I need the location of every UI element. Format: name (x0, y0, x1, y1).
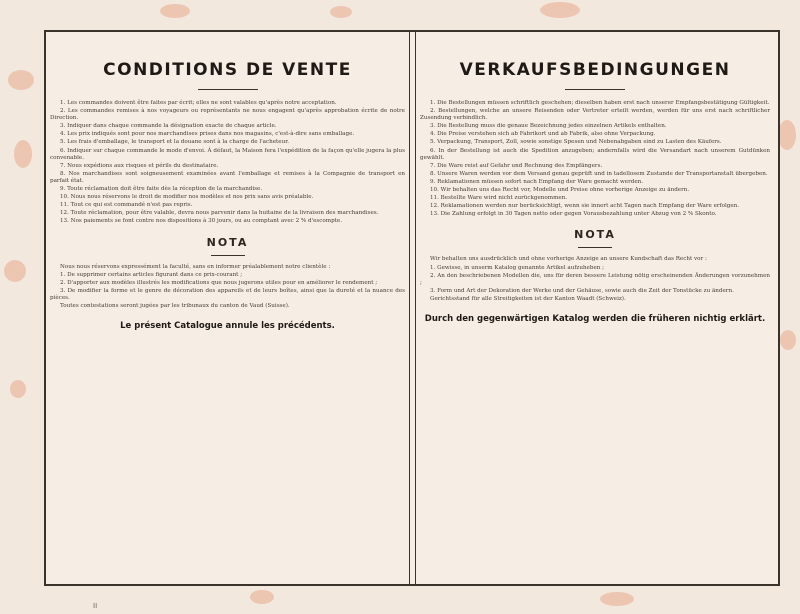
german-nota-heading: NOTA (574, 228, 616, 242)
clause: 5. Verpackung, Transport, Zoll, sowie sonstige Spesen und Nebenabgaben sind zu Lasten des Käufers. (430, 139, 722, 146)
french-clauses (50, 100, 405, 226)
stain (778, 120, 796, 150)
clause: 6. Indiquer sur chaque commande le mode d'envoi. À défaut, la Maison fera l'expédition de la façon qu'elle jugera la plus convenable. (50, 147, 405, 161)
clause: 4. Les prix indiqués sont pour nos marchandises prises dans nos magasins, c'est-à-dire sans emballage. (60, 131, 355, 138)
german-title: VERKAUFSBEDINGUNGEN (459, 60, 731, 80)
stain (780, 330, 796, 350)
clause: 12. Toute réclamation, pour être valable, devra nous parvenir dans la huitaine de la livraison des marchandises. (60, 210, 379, 217)
note: Nous nous réservons expressément la faculté, sans en informer préalablement notre clientèle : (60, 263, 331, 270)
nota-rule (578, 247, 612, 248)
clause: 6. In der Bestellung ist auch die Spedition anzugeben; andernfalls wird die Versandart nach unserem Gutdünken gewählt. (420, 147, 770, 161)
french-nota-heading: NOTA (206, 235, 249, 249)
clause: 13. Nos paiements se font contre nos dispositions à 30 jours, ou au comptant avec 2 % d'escompte. (60, 218, 343, 225)
nota-rule (211, 255, 245, 256)
title-rule (198, 89, 258, 90)
clause: 10. Wir behalten uns das Recht vor, Modelle und Preise ohne vorherige Anzeige zu ändern. (430, 187, 690, 194)
french-title: CONDITIONS DE VENTE (103, 60, 352, 80)
french-closing: Le présent Catalogue annule les précédents. (120, 321, 335, 332)
clause: 2. Les commandes remises à nos voyageurs ou représentants ne nous engagent qu'après approbation écrite de notre Direction. (50, 108, 405, 122)
clause: 1. Die Bestellungen müssen schriftlich geschehen; dieselben haben erst nach unserer Empfangsbestätigung Gültigkeit. (430, 100, 770, 106)
note: Gerichtsstand für alle Streitigkeiten ist der Kanton Waadt (Schweiz). (430, 295, 626, 302)
note: Wir behalten uns ausdrücklich und ohne vorherige Anzeige an unsere Kundschaft das Recht vor : (430, 256, 707, 263)
page-number: II (93, 602, 98, 610)
clause: 9. Reklamationen müssen sofort nach Empfang der Ware gemacht werden. (430, 178, 644, 185)
clause: 10. Nous nous réservons le droit de modifier nos modèles et nos prix sans avis préalable. (60, 194, 314, 201)
clause: 8. Unsere Waren werden vor dem Versand genau geprüft und in tadellosem Zustande der Transportanstalt übergeben. (430, 170, 768, 177)
note: 2. D'apporter aux modèles illustrés les modifications que nous jugerons utiles pour en améliorer le rendement ; (60, 279, 378, 286)
german-closing: Durch den gegenwärtigen Katalog werden die früheren nichtig erklärt. (424, 313, 766, 324)
clause: 5. Les frais d'emballage, le transport et la douane sont à la charge de l'acheteur. (60, 139, 290, 146)
stain (540, 2, 580, 18)
stain (8, 70, 34, 90)
stain (14, 140, 32, 168)
clause: 1. Les commandes doivent être faites par écrit; elles ne sont valables qu'après notre acceptation. (60, 100, 337, 106)
stain (160, 4, 190, 18)
note: 1. Gewisse, in unserm Katalog genannte Artikel aufzuheben ; (430, 264, 605, 271)
stain (250, 590, 274, 604)
clause: 12. Reklamationen werden nur berücksichtigt, wenn sie innert acht Tagen nach Empfang der Ware erfolgen. (430, 203, 740, 210)
clause: 13. Die Zahlung erfolgt in 30 Tagen netto oder gegen Vorausbezahlung unter Abzug von 2 % Skonto. (430, 211, 717, 218)
german-column (420, 30, 770, 580)
note: 2. An den beschriebenen Modellen die, uns für deren bessere Leistung nötig erscheinenden Änderungen vorzunehmen ; (420, 272, 770, 286)
note: 3. Form und Art der Dekoration der Werke und der Gehäuse, sowie auch die Zeit der Tonstücke zu ändern. (430, 287, 734, 294)
french-column (50, 30, 405, 580)
column-divider (409, 30, 416, 586)
clause: 8. Nos marchandises sont soigneusement examinées avant l'emballage et remises à la Compagnie de transport en parfait état. (50, 170, 405, 184)
stain (10, 380, 26, 398)
clause: 11. Tout ce qui est commandé n'est pas repris. (60, 202, 193, 209)
german-clauses (420, 100, 770, 218)
clause: 2. Bestellungen, welche an unsere Reisenden oder Vertreter erteilt werden, werden für uns erst nach schriftlicher Zusendung verbindlich. (420, 108, 770, 122)
stain (600, 592, 634, 606)
note: Toutes contestations seront jugées par les tribunaux du canton de Vaud (Suisse). (60, 302, 290, 309)
note: 3. De modifier la forme et le genre de décoration des appareils et de leurs boîtes, ainsi que la dureté et la nuance des pièces. (50, 287, 405, 301)
stain (330, 6, 352, 18)
clause: 7. Nous expédions aux risques et périls du destinataire. (60, 162, 219, 169)
clause: 3. Indiquer dans chaque commande la désignation exacte de chaque article. (60, 123, 277, 130)
german-notes (420, 256, 770, 303)
note: 1. De supprimer certains articles figurant dans ce prix-courant ; (60, 271, 243, 278)
title-rule (565, 89, 625, 90)
stain (4, 260, 26, 282)
french-notes (50, 264, 405, 311)
clause: 7. Die Ware reist auf Gefahr und Rechnung des Empfängers. (430, 162, 603, 169)
clause: 11. Bestellte Ware wird nicht zurückgenommen. (430, 195, 568, 202)
clause: 3. Die Bestellung muss die genaue Bezeichnung jedes einzelnen Artikels enthalten. (430, 123, 667, 130)
clause: 4. Die Preise verstehen sich ab Fabrikort und ab Fabrik, also ohne Verpackung. (430, 131, 656, 138)
clause: 9. Toute réclamation doit être faite dès la réception de la marchandise. (60, 186, 263, 193)
